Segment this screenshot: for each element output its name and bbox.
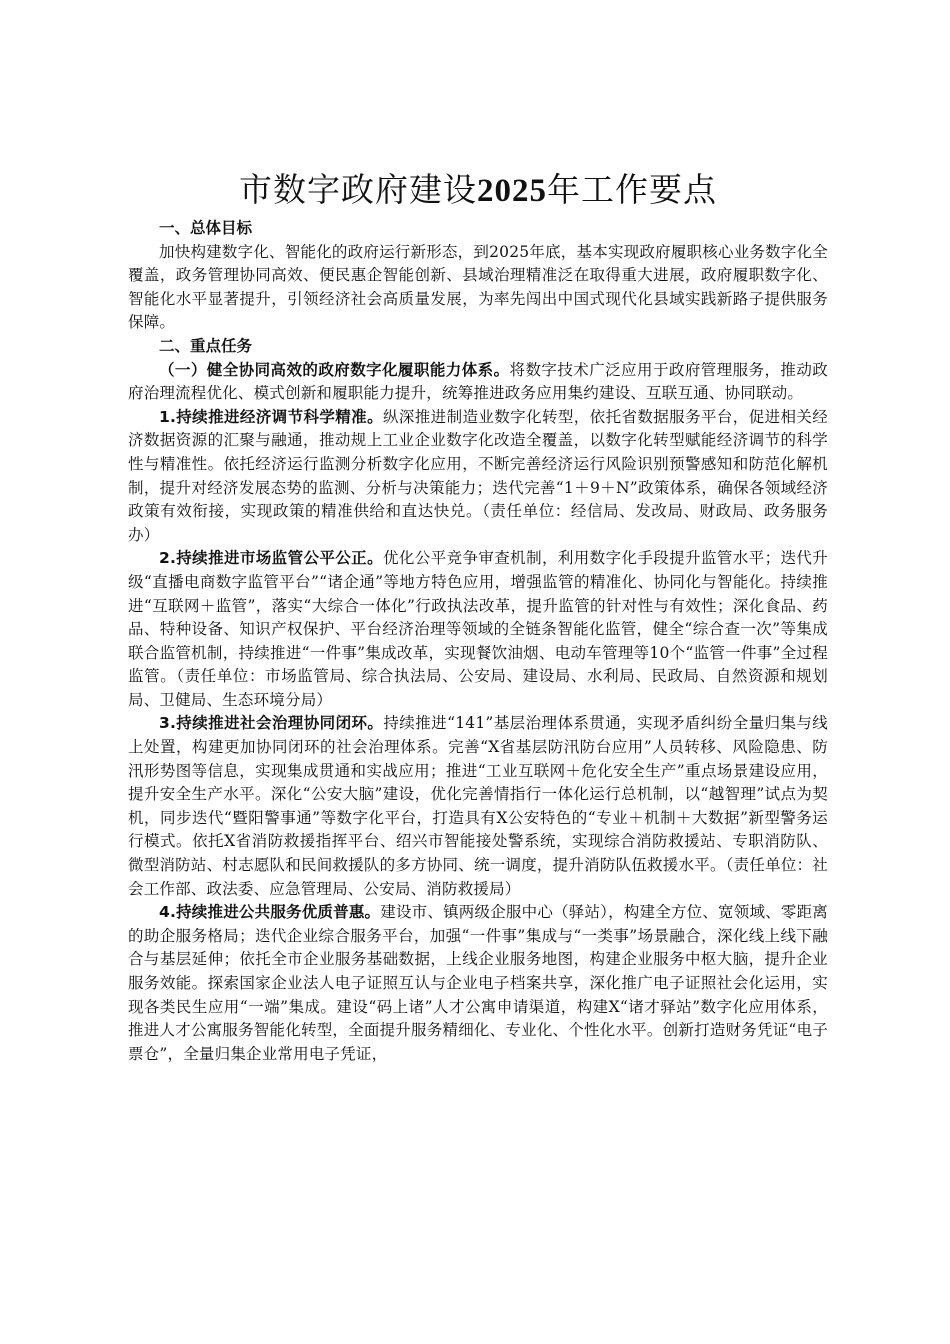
subsection-1-body: 将数字技术广泛应用于政府管理服务，推动政府治理流程优化、模式创新和履职能力提升，统筹推进政务应用集约建设、互联互通、协同联动。	[128, 360, 828, 403]
page-title	[128, 168, 828, 213]
item-3-body: 持续推进“141”基层治理体系贯通，实现矛盾纠纷全量归集与线上处置，构建更加协同闭环的社会治理体系。完善“X省基层防汛防台应用”人员转移、风险隐患、防汛形势图等信息，实现集成贯通和实战应用；推进“工业互联网＋危化安全生产”重点场景建设应用，提升安全生产水平。深化“公安大脑”建设，优化完善情指行一体化运行总机制，以“越智理”试点为契机，同步迭代“暨阳警事通”等数字化平台，打造具有X公安特色的“专业＋机制＋大数据”新型警务运行模式。依托X省消防救援指挥平台、绍兴市智能接处警系统，实现综合消防救援站、专职消防队、微型消防站、村志愿队和民间救援队的多方协同、统一调度，提升消防队伍救援水平。（责任单位：社会工作部、政法委、应急管理局、公安局、消防救援局）	[128, 714, 828, 898]
item-3-lead: 3.持续推进社会治理协同闭环。	[159, 714, 384, 733]
item-2-lead: 2.持续推进市场监管公平公正。	[159, 549, 383, 568]
paragraph-item-4	[128, 901, 828, 1066]
paragraph-item-2	[128, 547, 828, 712]
item-1-body: 纵深推进制造业数字化转型，依托省数据服务平台，促进相关经济数据资源的汇聚与融通，推动规上工业企业数字化改造全覆盖，以数字化转型赋能经济调节的科学性与精准性。依托经济运行监测分析数字化应用，不断完善经济运行风险识别预警感知和防范化解机制，提升对经济发展态势的监测、分析与决策能力；迭代完善“1＋9＋N”政策体系，确保各领域经济政策有效衔接，实现政策的精准供给和直达快兑。（责任单位：经信局、发改局、财政局、政务服务办）	[128, 407, 828, 544]
section-heading-overall-goal: 一、总体目标	[159, 219, 253, 237]
item-2-body: 优化公平竞争审查机制，利用数字化手段提升监管水平；迭代升级“直播电商数字监管平台”“诸企通”等地方特色应用，增强监管的精准化、协同化与智能化。持续推进“互联网＋监管”，落实“大综合一体化”行政执法改革，提升监管的针对性与有效性；深化食品、药品、特种设备、知识产权保护、平台经济治理等领域的全链条智能化监管，健全“综合查一次”等集成联合监管机制，持续推进“一件事”集成改革，实现餐饮油烟、电动车管理等10个“监管一件事”全过程监管。（责任单位：市场监管局、综合执法局、公安局、建设局、水利局、民政局、自然资源和规划局、卫健局、生态环境分局）	[128, 549, 828, 709]
item-4-body: 建设市、镇两级企服中心（驿站），构建全方位、宽领域、零距离的助企服务格局；迭代企业综合服务平台，加强“一件事”集成与“一类事”场景融合，深化线上线下融合与基层延伸；依托全市企业服务基础数据，上线企业服务地图，构建企业服务中枢大脑，提升企业服务效能。探索国家企业法人电子证照互认与企业电子档案共享，深化推广电子证照社会化运用，实现各类民生应用“一端”集成。建设“码上诸”人才公寓申请渠道，构建X“诸才驿站”数字化应用体系，推进人才公寓服务智能化转型，全面提升服务精细化、专业化、个性化水平。创新打造财务凭证“电子票仓”，全量归集企业常用电子凭证，	[128, 903, 828, 1063]
title-year: 2025	[477, 173, 547, 209]
paragraph-overall-goal: 加快构建数字化、智能化的政府运行新形态，到2025年底，基本实现政府履职核心业务数字化全覆盖，政务管理协同高效、便民惠企智能创新、县域治理精准泛在取得重大进展，政府履职数字化、智能化水平显著提升，引领经济社会高质量发展，为率先闯出中国式现代化县域实践新路子提供服务保障。	[128, 242, 828, 332]
paragraph-item-3	[128, 712, 828, 901]
item-1-lead: 1.持续推进经济调节科学精准。	[159, 407, 383, 426]
subsection-1-lead: （一）健全协同高效的政府数字化履职能力体系。	[159, 360, 510, 379]
document-page	[128, 168, 828, 1066]
paragraph-item-1	[128, 406, 828, 548]
title-prefix: 市数字政府建设	[239, 170, 477, 209]
paragraph-subsection-1	[128, 359, 828, 406]
section-heading-key-tasks: 二、重点任务	[159, 336, 253, 355]
title-suffix: 年工作要点	[547, 170, 717, 209]
item-4-lead: 4.持续推进公共服务优质普惠。	[159, 903, 381, 922]
